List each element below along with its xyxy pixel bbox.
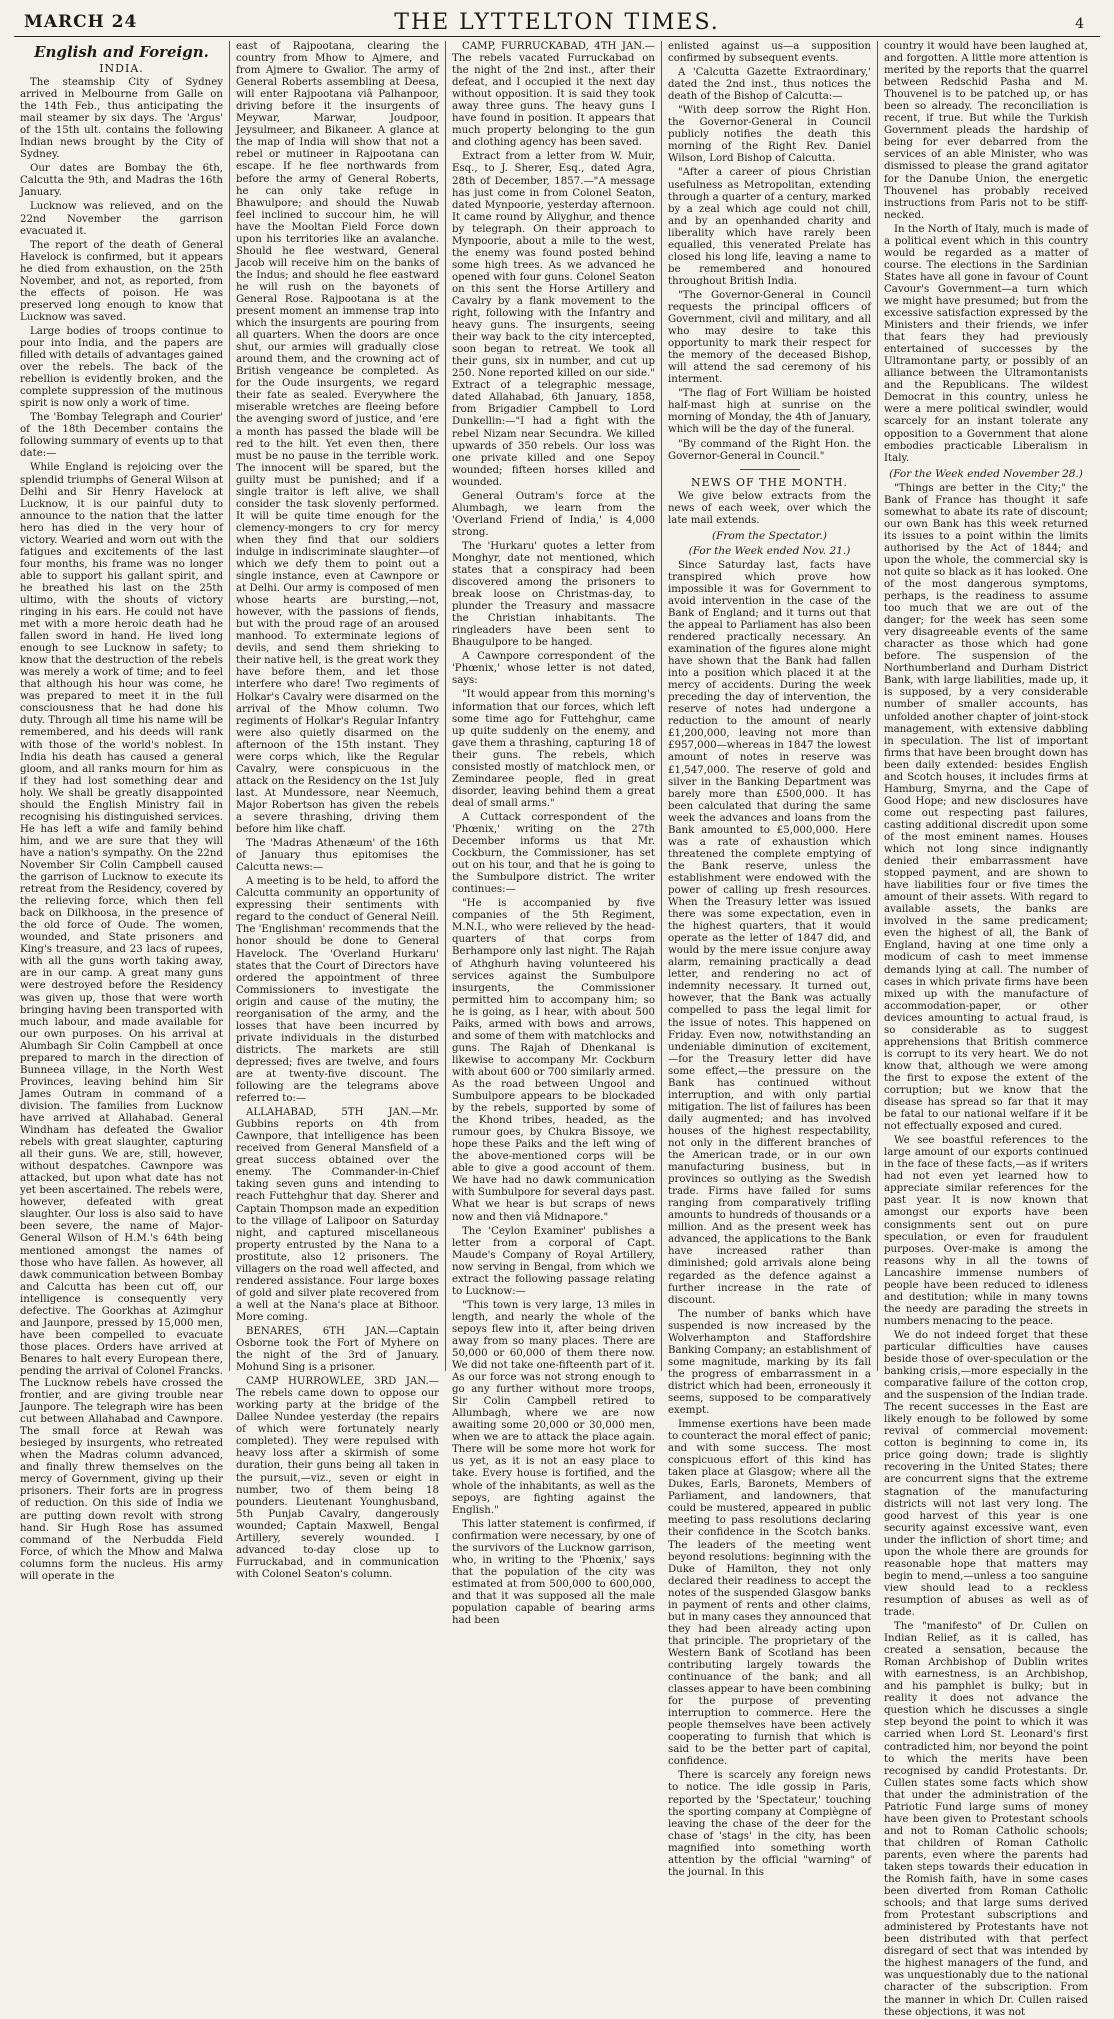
newspaper-title: THE LYTTELTON TIMES.	[394, 10, 720, 35]
paragraph: Lucknow was relieved, and on the 22nd November the garrison evacuated it.	[20, 201, 223, 237]
week-heading: (For the Week ended November 28.)	[889, 467, 1083, 480]
paragraph: We do not indeed forget that these particular difficulties have causes beside those of over-speculation or the banking crisis,—more especially in the comparative failure of the cotton crop, and the suspension of the Indian trade. The recent successes in the East are likely enough to be followed by some revival of commercial movement: cotton is beginning to come in, its price going down; trade is slightly recovering in the United States; there are concurrent signs that the extreme stagnation of the manufacturing districts will not last very long. The good harvest of this year is one security against excessive want, even under the infliction of short time; and upon the whole there are grounds for reasonable hope that matters may begin to mend,—unless a too sanguine view should lead to a reckless resumption of abuses as well as of trade.	[884, 1329, 1088, 1618]
paragraph: Our dates are Bombay the 6th, Calcutta the 9th, and Madras the 16th January.	[20, 163, 223, 199]
paragraph: Large bodies of troops continue to pour into India, and the papers are filled with details of advantages gained over the rebels. The back of the rebellion is evidently broken, and the complete suppression of the mutinous spirit is now only a work of time.	[20, 325, 223, 410]
paragraph: There is scarcely any foreign news to notice. The idle gossip in Paris, reported by the 'Spectateur,' touching the sporting company at Compiègne of leaving the chase of the deer for the chase of 'stags' in the city, has been magnified into something worth attention by the official "warning" of the journal. In this	[668, 1770, 871, 1878]
paragraph: Since Saturday last, facts have transpired which prove how impossible it was for Government to avoid intervention in the case of the Bank of England; and it turns out that the appeal to Parliament has also been rendered practically necessary. An examination of the figures alone might have shown that the Bank had fallen into a position which placed it at the mercy of accidents. During the week preceding the day of intervention, the reserve of notes had undergone a reduction to the amount of nearly £1,200,000, leaving not more than £957,000—whereas in 1847 the lowest amount of notes in reserve was £1,547,000. The reserve of gold and silver in the Banking Department was barely more than £500,000. It has been calculated that during the same week the advances and loans from the Bank amounted to £5,000,000. Here was a rate of exhaustion which threatened the complete emptying of the Bank reserve, unless the establishment were endowed with the power of calling up fresh resources. When the Treasury letter was issued there was some expectation, even in the highest quarters, that it would operate as the letter of 1847 did, and would by the mere issue conjure away alarm, remaining practically a dead letter, and rendering no act of indemnity necessary. It turned out, however, that the Bank was actually compelled to pass the legal limit for the issue of notes. This happened on Friday. Even now, notwithstanding an undeniable diminution of excitement,—for the Treasury letter did have some effect,—the pressure on the Bank has continued without interruption, and with only partial mitigation. The list of failures has been daily augmented; and has involved houses of the highest respectability, not only in the different branches of the American trade, or in our own manufacturing business, but in provinces so outlying as the Swedish trade. Firms have failed for sums ranging from comparatively trifling amounts to hundreds of thousands or a million. And as the present week has advanced, the applications to the Bank have increased rather than diminished; gold arrivals alone being regarded as the defence against a further increase in the rate of discount.	[668, 559, 871, 1306]
paragraph: Immense exertions have been made to counteract the moral effect of panic; and with some success. The most conspicuous effort of this kind has taken place at Glasgow; where all the Dukes, Earls, Baronets, Members of Parliament, and landowners, that could be mustered, appeared in public meeting to pass resolutions declaring their confidence in the Scotch banks. The leaders of the meeting went beyond resolutions: beginning with the Duke of Hamilton, they not only declared their readiness to accept the notes of the suspended Glasgow banks in payment of rents and other claims, but in many cases they announced that they had been already acting upon that principle. The proprietary of the Western Bank of Scotland has been contributing largely towards the continuance of the bank; and all classes appear to have been combining for the purpose of preventing interruption to commerce. Here the people themselves have been actively cooperating to furnish that which is said to be the better part of capital, confidence.	[668, 1419, 871, 1768]
column-5	[878, 41, 1094, 2018]
paragraph: The number of banks which have suspended is now increased by the Wolverhampton and Staffordshire Banking Company; an establishment of some magnitude, marking by its fall the progress of embarrassment in a district which had been, erroneously it seems, supposed to be comparatively exempt.	[668, 1308, 871, 1417]
quote-paragraph: "After a career of pious Christian usefulness as Metropolitan, extending through a quarter of a century, marked by a zeal which age could not chill, and by an openhanded charity and liberality which have rarely been equalled, this venerated Prelate has closed his long life, leaving a name to be remembered and honoured throughout British India.	[668, 167, 871, 287]
paragraph: A 'Calcutta Gazette Extraordinary,' dated the 2nd inst., thus notices the death of the Bishop of Calcutta:—	[668, 67, 871, 103]
paragraph: country it would have been laughed at, and forgotten. A little more attention is merited by the reports that the quarrel between Redschid Pasha and M. Thouvenel is to be patched up, or has been so already. The reconciliation is recent, if true. But while the Turkish Government pleads the hardship of being for ever debarred from the services of an able Minister, who was dismissed to please the grand agitator for the Danube Union, the energetic Thouvenel has probably received instructions from Paris not to be stiff-necked.	[884, 41, 1088, 221]
issue-date: MARCH 24	[24, 12, 138, 32]
paragraph: We see boastful references to the large amount of our exports continued in the face of these facts,—as if writers had not even yet learned how to appreciate similar references for the past year. It is now known that amongst our exports have been consignments sent out on pure speculation, or even for fraudulent purposes. Over-make is among the reasons why in all the towns of Lancashire immense numbers of people have been reduced to idleness and destitution; while in many towns the needy are parading the streets in numbers menacing to the peace.	[884, 1135, 1088, 1327]
paragraph: The "manifesto" of Dr. Cullen on Indian Relief, as it is called, has created a sensation, because the Roman Archbishop of Dublin writes with earnestness, is an Archbishop, and his pamphlet is bulky; but in reality it does not advance the question which he discusses a single step beyond the point to which it was carried when Lord St. Leonard's first contradicted him, nor beyond the point to which the merits have been recognised by candid Protestants. Dr. Cullen states some facts which show that under the administration of the Patriotic Fund large sums of money have been given to Protestant schools and not to Roman Catholic schools; that children of Roman Catholic parents, even where the parents had taken steps towards their education in the Romish faith, have in some cases been diverted from Roman Catholic schools; and that large sums derived from Protestant subscriptions and administered by Protestants have not been distributed with that perfect disregard of sect that was intended by the highest managers of the fund, and was unquestionably due to the national character of the subscription. From the manner in which Dr. Cullen raised these objections, it was not	[884, 1621, 1088, 2018]
week-heading: (For the Week ended Nov. 21.)	[688, 544, 851, 557]
paragraph: The 'Hurkaru' quotes a letter from Monghyr, date not mentioned, which states that a conspiracy had been discovered among the prisoners to break loose on Christmas-day, to plunder the Treasury and massacre the Christian inhabitants. The ringleaders have been sent to Bhaugulpore to be hanged.	[452, 540, 655, 649]
news-of-month-heading: NEWS OF THE MONTH.	[691, 475, 848, 489]
paragraph: Extract from a letter from W. Muir, Esq., to J. Sherer, Esq., dated Agra, 28th of December, 1857.—"A message has just come in from Colonel Seaton, dated Mynpoorie, yesterday afternoon. It came round by Allyghur, and thence by telegraph. On their approach to Mynpoorie, about a mile to the west, the enemy was found posted behind some high trees. As we advanced he opened with four guns. Colonel Seaton on this sent the Horse Artillery and Cavalry by a flank movement to the right, following with the Infantry and heavy guns. The insurgents, seeing their way back to the city intercepted, soon began to retreat. We took all their guns, six in number, and cut up 250. None reported killed on our side." Extract of a telegraphic message, dated Allahabad, 6th January, 1858, from Brigadier Campbell to Lord Dunkellin:—"I had a fight with the rebel Nizam near Secundra. We killed upwards of 350 rebels. Our loss was one private killed and one Sepoy wounded; fifteen horses killed and wounded.	[452, 151, 655, 488]
quote-paragraph: "This town is very large, 13 miles in length, and nearly the whole of the sepoys flew into it, after being driven away from so many places. There are 50,000 or 60,000 of them there now. We did not take one-fifteenth part of it. As our force was not strong enough to go any further without more troops, Sir Colin Campbell retired to Allumbagh, where we are now awaiting some 20,000 or 30,000 men, when we are to attack the place again. There will be some more hot work for us yet, as it is not an easy place to take. Every house is fortified, and the whole of the inhabitants, as well as the sepoys, are fighting against the English."	[452, 1299, 655, 1516]
column-1	[14, 41, 230, 1582]
quote-paragraph: "The Governor-General in Council requests the principal officers of Government, civil and military, and all who may desire to take this opportunity to mark their respect for the memory of the deceased Bishop, will attend the sad ceremony of his interment.	[668, 289, 871, 386]
paragraph: A Cuttack correspondent of the 'Phœnix,' writing on the 27th December informs us that Mr. Cockburn, the Commissioner, has set out on his tour, and that he is going to the Sumbulpore district. The writer continues:—	[452, 811, 655, 896]
paragraph: east of Rajpootana, clearing the country from Mhow to Ajmere, and from Ajmere to Gwalior. The army of General Roberts assembling at Deesa, will enter Rajpootana viâ Palhanpoor, driving before it the insurgents of Meywar, Marwar, Joudpoor, Jeysulmeer, and Bikaneer. A glance at the map of India will show that not a rebel or mutineer in Rajpootana can escape. If he flee northwards from before the army of General Roberts, he can only take refuge in Bhawulpore; and should the Nuwab feel inclined to succour him, he will have the Mooltan Field Force down upon his territories like an avalanche. Should he flee westward, General Jacob will receive him on the banks of the Indus; and should he flee eastward he will rush on the bayonets of General Rose. Rajpootana is at the present moment an immense trap into which the insurgents are pouring from all quarters. When the doors are once shut, our armies will gradually close around them, and the crowning act of British vengeance be completed. As for the Oude insurgents, we regard their fate as sealed. Everywhere the miserable wretches are fleeing before the avenging sword of justice, and 'ere a month has passed the blade will be red to the hilt. Yet even then, there must be no pause in the terrible work. The innocent will be spared, but the guilty must be punished; and if a single traitor is left alive, we shall consider the task slovenly performed. It will be quite time enough for the clemency-mongers to cry for mercy when they find that our soldiers indulge in indiscriminate slaughter—of which we defy them to point out a single instance, even at Cawnpore or at Delhi. Our army is composed of men whose hearts are bursting,—not, however, with the passions of fiends, but with the proud rage of an aroused manhood. To exterminate legions of devils, and send them shrieking to their native hell, is the great work they have before them, and let those interfere who dare! Two regiments of Holkar's Cavalry were disarmed on the arrival of the Mhow column. Two regiments of Holkar's Regular Infantry were also quietly disarmed on the afternoon of the 15th instant. They were corps which, like the Regular Cavalry, were conspicuous in the attack on the Residency on the 1st July last. At Mundessore, near Neemuch, Major Robertson has given the rebels a severe thrashing, driving them before him like chaff.	[236, 41, 439, 836]
divider	[740, 469, 800, 470]
quote-paragraph: "The flag of Fort William be hoisted half-mast high at sunrise on the morning of Monday, the 4th of January, which will be the day of the funeral.	[668, 388, 871, 436]
quote-paragraph: "With deep sorrow the Right Hon. the Governor-General in Council publicly notifies the death this morning of the Right Rev. Daniel Wilson, Lord Bishop of Calcutta.	[668, 105, 871, 165]
quote-paragraph: "He is accompanied by five companies of the 5th Regiment, M.N.I., who were relieved by the head-quarters of that corps from Berhampore only last night. The Rajah of Athghurh having volunteered his services against the Sumbulpore insurgents, the Commissioner permitted him to accompany him; so he is going, as I hear, with about 500 Paiks, armed with bows and arrows, and some of them with matchlocks and guns. The Rajah of Dhenkanal is likewise to accompany Mr. Cockburn with about 600 or 700 similarly armed. As the road between Ungool and Sumbulpore appears to be blockaded by the rebels, supported by some of the Khond tribes, headed, as the rumour goes, by Chukra Bissoye, we hope these Paiks and the left wing of the above-mentioned corps will be able to give a good account of them. We have had no dawk communication with Sumbulpore for several days past. What we hear is but scraps of news now and then viâ Midnapore."	[452, 898, 655, 1223]
paragraph: The 'Madras Athenæum' of the 16th of January thus epitomises the Calcutta news:—	[236, 838, 439, 874]
paragraph: The 'Ceylon Examiner' publishes a letter from a corporal of Capt. Maude's Company of Royal Artillery, now serving in Bengal, from which we extract the following passage relating to Lucknow:—	[452, 1225, 655, 1297]
page-number: 4	[1075, 16, 1084, 32]
paragraph: A Cawnpore correspondent of the 'Phœnix,' whose letter is not dated, says:	[452, 651, 655, 687]
dispatch-paragraph: ALLAHABAD, 5TH JAN.—Mr. Gubbins reports on 4th from Cawnpore, that intelligence has been received from General Mansfield of a great success obtained over the enemy. The Commander-in-Chief taking seven guns and intending to reach Futtehghur that day. Sherer and Captain Thompson made an expedition to the village of Lalipoor on Saturday night, and captured miscellaneous property entrusted by the Nana to a prostitute, also 12 prisoners. The villagers on the road well affected, and rendered assistance. Four large boxes of gold and silver plate recovered from a well at the Nana's place at Bithoor. More coming.	[236, 1107, 439, 1323]
column-4	[662, 41, 878, 1878]
paragraph: The steamship City of Sydney arrived in Melbourne from Galle on the 14th Feb., thus anticipating the mail steamer by six days. The 'Argus' of the 15th ult. contains the following Indian news brought by the City of Sydney.	[20, 77, 223, 161]
paragraph: "Things are better in the City;" the Bank of France has thought it safe somewhat to abate its rate of discount; our own Bank has this week returned its issues to a point within the limits authorised by the Act of 1844; and upon the whole, the commercial sky is not quite so black as it has looked. One of the most dangerous symptoms, perhaps, is the readiness to assume too much that we are out of the danger; for the week has seen some very disagreeable events of the same character as those which had gone before. The suspension of the Northumberland and Durham District Bank, with large liabilities, made up, it is supposed, by a very considerable number of smaller accounts, has unfolded another chapter of joint-stock management, with extensive dabbling in speculation. The list of important firms that have been brought down has been daily extended: besides English and Scotch houses, it includes firms at Hamburg, Smyrna, and the Cape of Good Hope; and new disclosures have come out respecting past failures, casting additional discredit upon some of the most eminent names. Houses which not long since indignantly denied their embarrassment have stopped payment, and are shown to have liabilities four or five times the amount of their assets. With regard to available assets, the banks are involved in the same predicament; even the highest of all, the Bank of England, having at one time only a modicum of cash to meet immense demands lying at call. The number of cases in which private firms have been mixed up with the manufacture of accommodation-paper, or other devices amounting to actual fraud, is so considerable as to suggest apprehensions that British commerce is corrupt to its very heart. We do not know that, although we were among the first to expose the extent of the corruption; but we know that the disease has spread so far that it may be fatal to our national welfare if it be not effectually exposed and cured.	[884, 482, 1088, 1133]
paragraph: The 'Bombay Telegraph and Courier' of the 18th December contains the following summary of events up to that date:—	[20, 412, 223, 460]
quote-paragraph: "It would appear from this morning's information that our forces, which left some time ago for Futtehghur, came up quite suddenly on the enemy, and gave them a thrashing, capturing 18 of their guns. The rebels, which consisted mostly of matchlock men, or Zemindaree people, fled in great disorder, leaving behind them a great deal of small arms."	[452, 689, 655, 809]
dispatch-paragraph: BENARES, 6TH JAN.—Captain Osborne took the Fort of Myhere on the night of the 3rd of January. Mohund Sing is a prisoner.	[236, 1325, 439, 1374]
column-3	[446, 41, 662, 1627]
section-heading: English and Foreign.	[34, 43, 209, 61]
paragraph: General Outram's force at the Alumbagh, we learn from the 'Overland Friend of India,' is 4,000 strong.	[452, 490, 655, 538]
dispatch-paragraph: CAMP HURROWLEE, 3RD JAN.—The rebels came down to oppose our working party at the bridge of the Dallee Nundee yesterday (the repairs of which were fortunately nearly completed). They were repulsed with heavy loss after a skirmish of some duration, their guns being all taken in the pursuit,—viz., seven or eight in number, two of them being 18 pounders. Lieutenant Younghusband, 5th Punjab Cavalry, dangerously wounded; Captain Maxwell, Bengal Artillery, severely wounded. I advanced to-day close up to Furruckabad, and in communication with Colonel Seaton's column.	[236, 1376, 439, 1580]
paragraph: This latter statement is confirmed, if confirmation were necessary, by one of the survivors of the Lucknow garrison, who, in writing to the 'Phœnix,' says that the population of the city was estimated at from 500,000 to 600,000, and that it was supposed all the male population capable of bearing arms had been	[452, 1518, 655, 1627]
paragraph: In the North of Italy, much is made of a political event which in this country would be regarded as a matter of course. The elections in the Sardinian States have all gone in favour of Count Cavour's Government—a turn which we might have presumed; but from the excessive satisfaction expressed by the Ministers and their friends, we infer that fears they had previously entertained of successes by the Ultramontane party, or possibly of an alliance between the Ultramontanists and the Republicans. The wildest Democrat in this country, unless he were a mere political swindler, would scarcely for an instant tolerate any opposition to a Government that alone embodies practicable Liberalism in Italy.	[884, 223, 1088, 464]
paragraph: While England is rejoicing over the splendid triumphs of General Wilson at Delhi and Sir Henry Havelock at Lucknow, it is our painful duty to announce to the nation that the latter hero has died in the very hour of victory. Wearied and worn out with the fatigues and excitements of the last four months, his frame was no longer able to support his gallant spirit, and he breathed his last on the 25th ultimo, with the shouts of victory ringing in his ears. He could not have met with a more heroic death had he fallen sword in hand. He lived long enough to see Lucknow in safety; to know that the destruction of the rebels was merely a work of time; and to feel that although his hour was come, he was prepared to meet it in the full consciousness that he had done his duty. Through all time his name will be remembered, and his deeds will rank with those of the world's noblest. In India his death has caused a general gloom, and all ranks mourn for him as if they had lost something dear and holy. We shall be greatly disappointed should the English Ministry fail in recognising his distinguished services. He has left a wife and family behind him, and we are sure that they will have a nation's sympathy. On the 22nd November Sir Colin Campbell caused the garrison of Lucknow to execute its retreat from the Residency, covered by the relieving force, which then fell back on Dilkhoosa, in the presence of the old force of Oude. The women, wounded, and State prisoners and King's treasure, and 23 lacs of rupees, with all the guns worth taking away, are in our camp. A great many guns were destroyed before the Residency was given up, those that were worth bringing having been transported with much labour, and made available for our own purposes. On his arrival at Alumbagh Sir Colin Campbell at once prepared to march in the direction of Bunneea village, in the North West Provinces, leaving behind him Sir James Outram in command of a division. The families from Lucknow have arrived at Allahabad. General Windham has defeated the Gwalior rebels with great slaughter, capturing all their guns. We are, still, however, without despatches. Cawnpore was attacked, but upon what date has not yet been ascertained. The rebels were, however, defeated with great slaughter. Our loss is also said to have been severe, the name of Major-General Wilson of H.M.'s 64th being mentioned amongst the names of those who have fallen. As however, all dawk communication between Bombay and Calcutta has been cut off, our intelligence is consequently very defective. The Goorkhas at Azimghur and Jaunpore, pressed by 15,000 men, have been compelled to evacuate those places. Orders have arrived at Benares to halt every European there, pending the arrival of Colonel Francks. The Lucknow rebels have crossed the frontier, and are giving trouble near Jaunpore. The telegraph wire has been cut between Allahabad and Cawnpore. The small force at Rewah was besieged by insurgents, who retreated when the Madras column advanced, and finally threw themselves on the mercy of Government, giving up their prisoners. Their forts are in progress of reduction. On this side of India we are putting down revolt with strong hand. Sir Hugh Rose has assumed command of the Nerbudda Field Force, of which the Mhow and Malwa columns form the nucleus. His army will operate in the	[20, 462, 223, 1582]
masthead	[14, 10, 1100, 37]
paragraph: We give below extracts from the news of each week, over which the late mail extends.	[668, 490, 871, 526]
columns	[14, 41, 1100, 2018]
paragraph: The report of the death of General Havelock is confirmed, but it appears he died from exhaustion, on the 25th November, and not, as reported, from the effects of poison. He was preserved long enough to know that Lucknow was saved.	[20, 239, 223, 323]
quote-paragraph: "By command of the Right Hon. the Governor-General in Council."	[668, 438, 871, 462]
paragraph: A meeting is to be held, to afford the Calcutta community an opportunity of expressing their sentiments with regard to the conduct of General Neill. The 'Englishman' recommends that the honor should be done to General Havelock. The 'Overland Hurkaru' states that the Court of Directors have ordered the appointment of three Commissioners to investigate the origin and cause of the mutiny, the reorganisation of the army, and the losses that have been incurred by private individuals in the disturbed districts. The markets are still depressed; fives are twelve, and fours are at twenty-five discount. The following are the telegrams above referred to:—	[236, 876, 439, 1105]
dispatch-paragraph: CAMP, FURRUCKABAD, 4TH JAN.—The rebels vacated Furruckabad on the night of the 2nd inst., after their defeat, and I occupied it the next day without opposition. It is said they took away three guns. The heavy guns I have found in position. It appears that much property belonging to the gun and clothing agency has been saved.	[452, 41, 655, 149]
column-2	[230, 41, 446, 1580]
paragraph: enlisted against us—a supposition confirmed by subsequent events.	[668, 41, 871, 65]
source-label: (From the Spectator.)	[712, 529, 827, 542]
subsection-heading: INDIA.	[99, 62, 144, 75]
